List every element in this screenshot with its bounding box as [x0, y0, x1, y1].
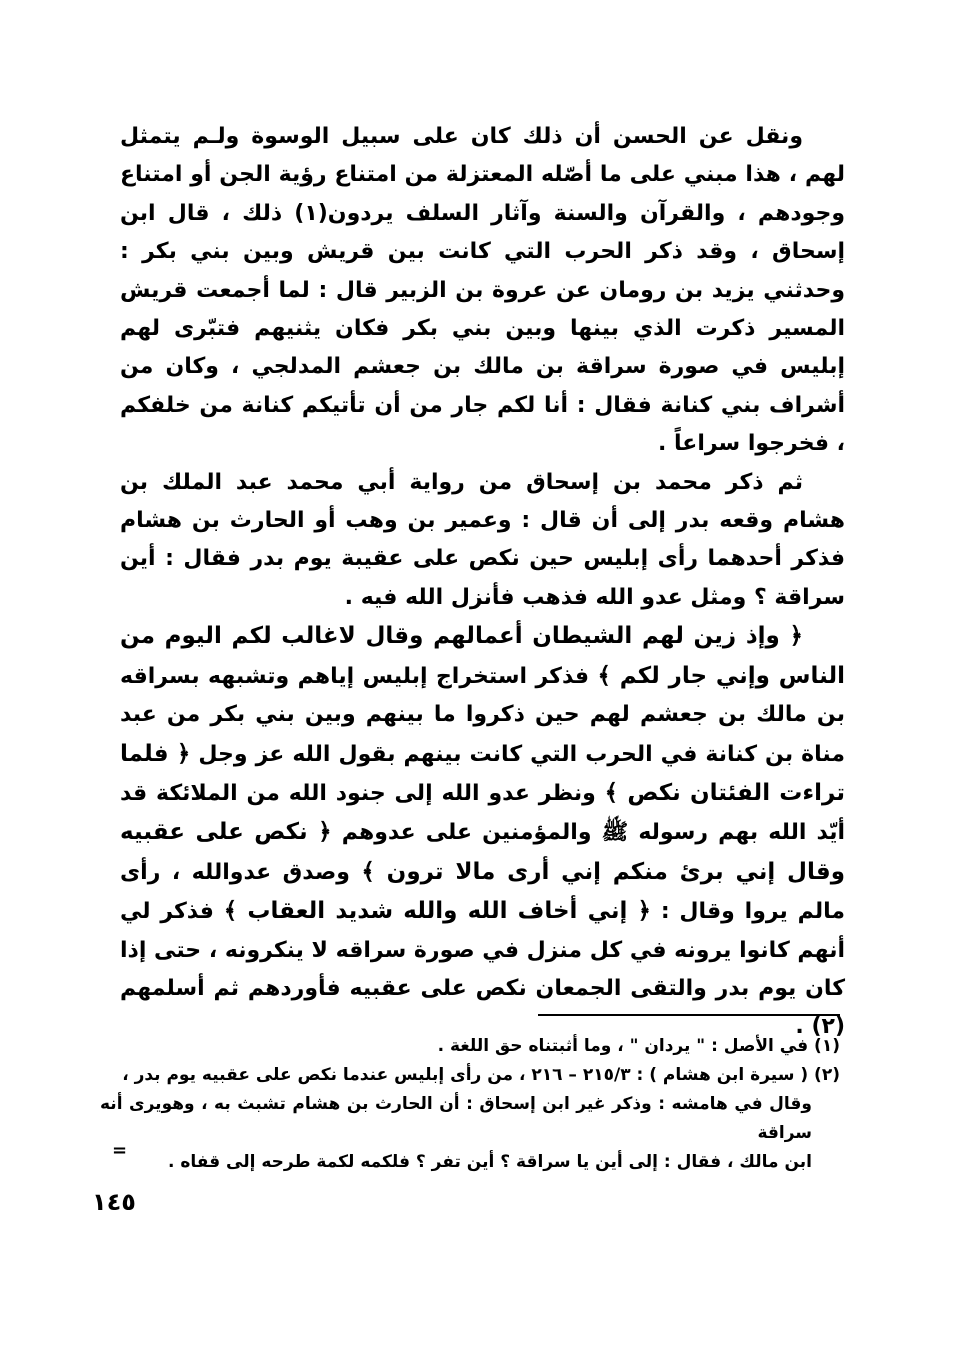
quran-quote-2: ﴿ فلما تراءت الفئتان نكص ﴾: [120, 740, 845, 806]
page-number: ١٤٥: [92, 1188, 136, 1216]
footnote-2-line-2: وقال في هامشه : وذكر غير ابن إسحاق : أن الحارث بن هشام تشبث به ، وهويرى أنه سراقة: [100, 1094, 812, 1143]
paragraph-3-text-4: فذكر لي أنهم كانوا يرونه في كل منزل في صورة سراقه لا ينكرونه ، حتى إذا كان يوم بدر والتقى الجمعان نكص على عقبيه فأوردهم ثم أسلمهم (٢) .: [120, 899, 845, 1040]
paragraph-3: [120, 617, 845, 1046]
footnote-2-line-3: ابن مالك ، فقال : إلى أين يا سراقة ؟ أين تفر ؟ فلكمه لكمة طرحه إلى قفاه .: [167, 1152, 812, 1172]
footnote-divider: [538, 1014, 840, 1016]
paragraph-3-text-2: ونظر عدو الله إلى جنود الله من الملائكة قد أيّد الله بهم رسوله ﷺ والمؤمنين على عدوهم: [120, 780, 846, 846]
quran-quote-4: ﴿ إني أخاف الله والله شديد العقاب ﴾: [223, 898, 652, 925]
footnotes: [100, 1032, 840, 1177]
paragraph-2: ثم ذكر محمد بن إسحاق من رواية أبي محمد عبد الملك بن هشام وقعه بدر إلى أن قال : وعمير بن وهب أو الحارث بن هشام فذكر أحدهما رأى إبليس حين نكص على عقيبة يوم بدر فقال : أين سراقة ؟ ومثل عدو الله فذهب فأنزل الله فيه .: [120, 469, 845, 610]
paragraph-3-text-3: وصدق عدوالله ، رأى مالم يروا وقال :: [120, 859, 846, 925]
footnote-1: (١) في الأصل : " يردان " ، وما أثبتناه حق اللغة .: [437, 1036, 840, 1056]
footnote-2-line-1: (٢) ( سيرة ابن هشام ) : ٢١٥/٣ – ٢١٦ ، من رأى إبليس عندما نكص على عقبيه يوم بدر ،: [122, 1065, 840, 1085]
quran-quote-3: ﴿ نكص على عقبيه وقال إني برئ منكم إني أرى مالا ترون ﴾: [120, 819, 845, 885]
paragraph-3-text-1: فذكر استخراج إبليس إياهم وتشبهه بسراقه بن مالك بن جعشم لهم حين ذكروا ما بينهم وبين بني بكر من عبد مناة بن كنانة في الحرب التي كانت بينهم بقول الله عز وجل: [120, 663, 845, 767]
paragraph-1: ونقل عن الحسن أن ذلك كان على سبيل الوسوة ولـم يتمثل لهم ، هذا مبني على ما أصّله المعتزلة من امتناع رؤية الجن أو امتناع وجودهم ، والقرآن والسنة وآثار السلف يردون(١) ذلك ، قال ابن إسحاق ، وقد ذكر الحرب التي كانت بين قريش وبين بني بكر : وحدثني يزيد بن رومان عن عروة بن الزبير قال : لما أجمعت قريش المسير ذكرت الذي بينها وبين بني بكر فكان يثنيهم فتبّرى لهم إبليس في صورة سراقة بن مالك بن جعشم المدلجي ، وكان من أشراف بني كنانة فقال : أنا لكم جار من أن تأتيكم كنانة من خلفكم ، فخرجوا سراعاً .: [120, 124, 845, 457]
quran-quote-1: ﴿ وإذ زين لهم الشيطان أعمالهم وقال لاغالب لكم اليوم من الناس وإني جار لكم ﴾: [120, 623, 845, 689]
main-text: [120, 118, 845, 1047]
continuation-mark: =: [112, 1140, 128, 1161]
